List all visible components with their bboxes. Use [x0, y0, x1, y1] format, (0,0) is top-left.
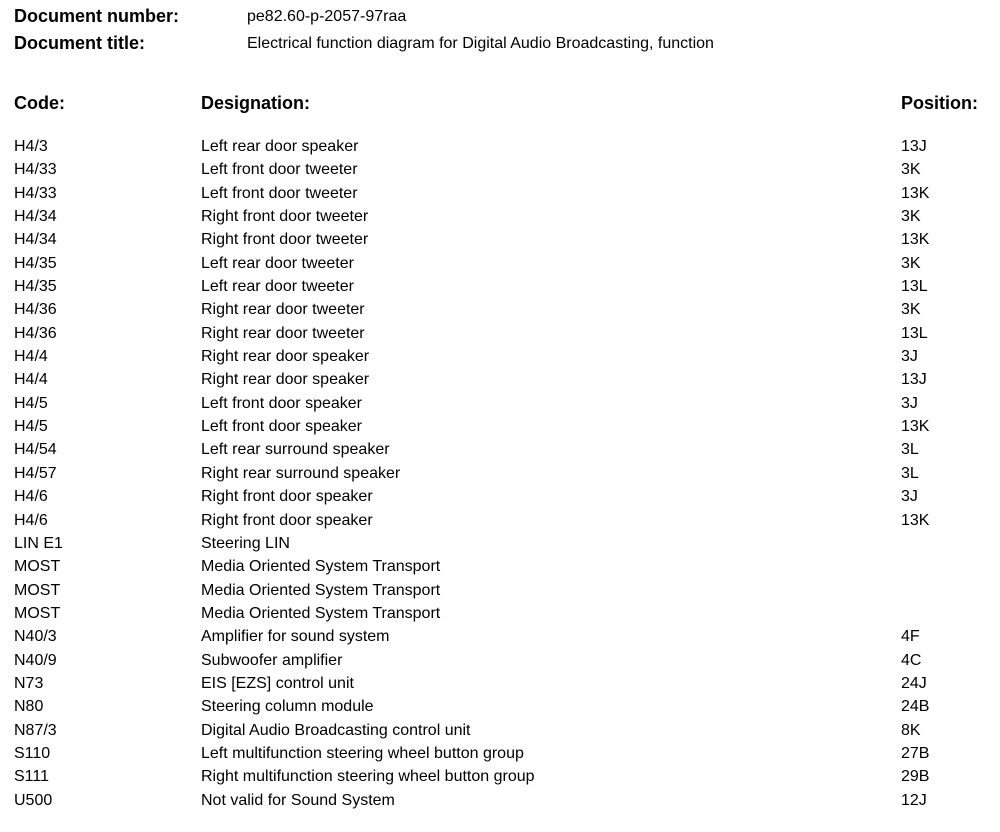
- designation-cell: Left multifunction steering wheel button group: [201, 744, 524, 762]
- position-cell: 3K: [901, 161, 921, 179]
- position-cell: 3J: [901, 348, 918, 366]
- code-cell: H4/57: [14, 464, 57, 482]
- table-row: [0, 184, 1000, 207]
- position-cell: 3L: [901, 441, 919, 459]
- table-row: [0, 627, 1000, 650]
- designation-column-header: Designation:: [201, 93, 311, 113]
- position-cell: 13K: [901, 511, 930, 529]
- table-row: [0, 277, 1000, 300]
- position-cell: 13K: [901, 184, 930, 202]
- code-cell: MOST: [14, 558, 61, 576]
- table-row: [0, 324, 1000, 347]
- code-cell: N40/3: [14, 628, 57, 646]
- designation-cell: Right front door speaker: [201, 511, 373, 529]
- document-title-label: Document title:: [14, 33, 146, 53]
- code-column-header: Code:: [14, 93, 65, 113]
- designation-cell: Left front door speaker: [201, 394, 362, 412]
- designation-cell: Left front door tweeter: [201, 184, 358, 202]
- table-row: [0, 721, 1000, 744]
- position-cell: 13J: [901, 371, 927, 389]
- code-cell: S111: [14, 768, 49, 786]
- code-cell: N87/3: [14, 721, 57, 739]
- position-cell: 3L: [901, 464, 919, 482]
- table-row: [0, 744, 1000, 767]
- designation-cell: Right front door tweeter: [201, 231, 369, 249]
- position-cell: 3K: [901, 254, 921, 272]
- code-cell: S110: [14, 744, 51, 762]
- table-row: [0, 767, 1000, 790]
- designation-cell: Media Oriented System Transport: [201, 581, 441, 599]
- position-cell: 29B: [901, 768, 930, 786]
- designation-cell: Left front door tweeter: [201, 161, 358, 179]
- document-number-label: Document number:: [14, 6, 180, 26]
- designation-cell: Media Oriented System Transport: [201, 604, 441, 622]
- designation-cell: Steering column module: [201, 698, 374, 716]
- code-cell: N73: [14, 674, 44, 692]
- designation-cell: Right rear surround speaker: [201, 464, 401, 482]
- table-row: [0, 137, 1000, 160]
- code-cell: H4/6: [14, 511, 48, 529]
- code-cell: H4/54: [14, 441, 57, 459]
- position-cell: 4C: [901, 651, 922, 669]
- code-cell: H4/33: [14, 161, 57, 179]
- table-row: [0, 651, 1000, 674]
- code-cell: H4/36: [14, 324, 57, 342]
- position-cell: 24J: [901, 674, 927, 692]
- designation-cell: Left rear surround speaker: [201, 441, 390, 459]
- table-row: [0, 487, 1000, 510]
- designation-cell: Left rear door tweeter: [201, 254, 354, 272]
- designation-cell: Left front door speaker: [201, 418, 362, 436]
- code-cell: H4/35: [14, 278, 57, 296]
- table-row: [0, 300, 1000, 323]
- table-row: [0, 440, 1000, 463]
- table-row: [0, 230, 1000, 253]
- designation-cell: Right front door tweeter: [201, 208, 369, 226]
- designation-cell: Not valid for Sound System: [201, 791, 395, 809]
- position-cell: 3J: [901, 394, 918, 412]
- table-row: [0, 604, 1000, 627]
- table-row: [0, 394, 1000, 417]
- code-cell: U500: [14, 791, 53, 809]
- code-cell: H4/5: [14, 418, 48, 436]
- table-row: [0, 581, 1000, 604]
- designation-cell: Right rear door speaker: [201, 348, 370, 366]
- designation-cell: Media Oriented System Transport: [201, 558, 441, 576]
- table-row: [0, 511, 1000, 534]
- code-cell: MOST: [14, 581, 61, 599]
- table-row: [0, 674, 1000, 697]
- document-number-value: pe82.60-p-2057-97raa: [247, 8, 407, 25]
- table-row: [0, 370, 1000, 393]
- position-cell: 13L: [901, 324, 928, 342]
- table-row: [0, 254, 1000, 277]
- designation-cell: Right rear door speaker: [201, 371, 370, 389]
- component-table: [0, 137, 1000, 814]
- table-row: [0, 417, 1000, 440]
- table-row: [0, 791, 1000, 814]
- designation-cell: Right multifunction steering wheel button group: [201, 768, 535, 786]
- designation-cell: Right front door speaker: [201, 488, 373, 506]
- designation-cell: Steering LIN: [201, 534, 290, 552]
- code-cell: MOST: [14, 604, 61, 622]
- designation-cell: Left rear door speaker: [201, 138, 359, 155]
- code-cell: N80: [14, 698, 44, 716]
- position-cell: 13L: [901, 278, 928, 296]
- code-cell: N40/9: [14, 651, 57, 669]
- position-cell: 3J: [901, 488, 918, 506]
- designation-cell: Subwoofer amplifier: [201, 651, 343, 669]
- designation-cell: Digital Audio Broadcasting control unit: [201, 721, 471, 739]
- code-cell: LIN E1: [14, 534, 63, 552]
- position-cell: 24B: [901, 698, 930, 716]
- code-cell: H4/36: [14, 301, 57, 319]
- position-cell: 13J: [901, 138, 927, 155]
- document-title-row: [14, 33, 974, 55]
- code-cell: H4/6: [14, 488, 48, 506]
- position-cell: 27B: [901, 744, 930, 762]
- position-cell: 4F: [901, 628, 920, 646]
- code-cell: H4/33: [14, 184, 57, 202]
- table-row: [0, 160, 1000, 183]
- position-cell: 3K: [901, 208, 921, 226]
- code-cell: H4/4: [14, 371, 48, 389]
- designation-cell: Left rear door tweeter: [201, 278, 354, 296]
- table-row: [0, 697, 1000, 720]
- position-column-header: Position:: [901, 93, 978, 113]
- code-cell: H4/3: [14, 138, 48, 155]
- table-row: [0, 347, 1000, 370]
- designation-cell: Right rear door tweeter: [201, 301, 365, 319]
- position-cell: 13K: [901, 418, 930, 436]
- code-cell: H4/34: [14, 208, 57, 226]
- document-number-row: [14, 6, 974, 28]
- designation-cell: EIS [EZS] control unit: [201, 674, 354, 692]
- designation-cell: Right rear door tweeter: [201, 324, 365, 342]
- document-title-value: Electrical function diagram for Digital Audio Broadcasting, function: [247, 35, 714, 52]
- code-cell: H4/35: [14, 254, 57, 272]
- position-cell: 8K: [901, 721, 921, 739]
- code-cell: H4/5: [14, 394, 48, 412]
- table-row: [0, 464, 1000, 487]
- table-row: [0, 207, 1000, 230]
- designation-cell: Amplifier for sound system: [201, 628, 390, 646]
- table-row: [0, 557, 1000, 580]
- position-cell: 13K: [901, 231, 930, 249]
- code-cell: H4/4: [14, 348, 48, 366]
- position-cell: 3K: [901, 301, 921, 319]
- code-cell: H4/34: [14, 231, 57, 249]
- position-cell: 12J: [901, 791, 927, 809]
- table-row: [0, 534, 1000, 557]
